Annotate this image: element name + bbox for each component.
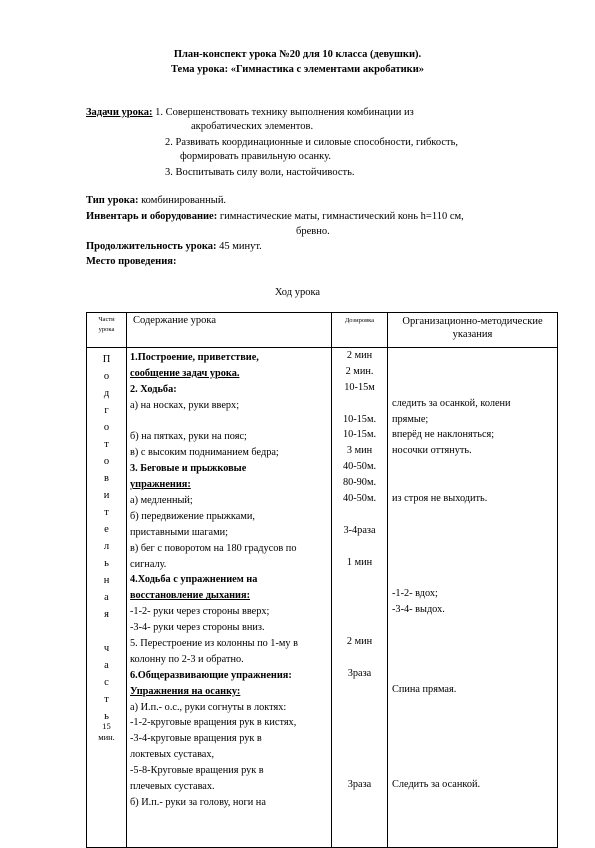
part-letter: е — [104, 524, 109, 535]
note-line — [388, 666, 557, 682]
equipment-value-2: бревно. — [296, 226, 330, 237]
dose-line: 2 мин — [346, 350, 373, 361]
dose-line: 40-50м. — [342, 493, 377, 505]
header-notes — [388, 313, 558, 348]
lesson-topic: Тема урока: «Гимнастика с элементами акробатики» — [170, 64, 425, 75]
dose-line: 1 мин — [346, 556, 373, 568]
dose-line — [332, 761, 387, 777]
dose-line — [332, 713, 387, 729]
note-line: Спина прямая. — [392, 683, 457, 695]
content-line: б) передвижение прыжками, — [130, 510, 255, 522]
dose-line: 3 мин — [346, 445, 373, 457]
dose-line — [332, 745, 387, 761]
content-line: 5. Перестроение из колонны по 1-му в — [130, 638, 298, 650]
dose-line — [332, 586, 387, 602]
part-duration-unit: мин. — [98, 732, 115, 742]
part-letter — [87, 623, 126, 640]
dose-line — [332, 396, 387, 412]
content-line: Упражнения на осанку: — [130, 685, 241, 697]
part-duration-value: 15 — [102, 721, 111, 731]
content-line: -5-8-Круговые вращения рук в — [130, 765, 264, 777]
equipment-value: гимнастические маты, гимнастический конь h=110 см, — [217, 211, 464, 222]
note-line — [388, 761, 557, 777]
content-line: приставными шагами; — [130, 526, 229, 538]
tasks-label: Задачи урока: — [86, 107, 153, 118]
header-notes-line1: Организационно-методические — [402, 316, 543, 327]
note-line — [388, 729, 557, 745]
task-3: 3. Воспитывать силу воли, настойчивость. — [165, 167, 355, 178]
part-letter: в — [104, 473, 109, 484]
equipment — [86, 210, 464, 223]
header-notes-line2: указания — [452, 329, 493, 340]
note-line — [388, 459, 557, 475]
note-line: носочки оттянуть. — [392, 445, 472, 457]
note-line — [388, 634, 557, 650]
note-line: прямые; — [392, 413, 429, 425]
note-line: из строя не выходить. — [392, 493, 488, 505]
dose-line — [332, 650, 387, 666]
note-line — [388, 698, 557, 714]
note-line — [388, 745, 557, 761]
course-title: Ход урока — [274, 287, 321, 298]
header-dose: Дозировка — [332, 313, 388, 348]
note-line — [388, 507, 557, 523]
dose-line: 10-15м — [344, 381, 375, 393]
duration-value: 45 минут. — [216, 241, 262, 252]
part-letter: ч — [103, 643, 110, 654]
duration-label: Продолжительность урока: — [86, 241, 217, 252]
tasks-line-1 — [86, 106, 414, 119]
dose-line: 3раза — [347, 779, 372, 791]
dose-line — [332, 539, 387, 555]
note-line — [388, 793, 557, 809]
task-2b: формировать правильную осанку. — [180, 151, 331, 162]
content-line: 1.Построение, приветствие, — [130, 352, 259, 363]
note-line — [388, 618, 557, 634]
part-letter: и — [103, 490, 110, 501]
dose-line — [332, 570, 387, 586]
parts-cell — [87, 348, 127, 848]
header-parts-line2: урока — [98, 326, 115, 333]
note-line: следить за осанкой, колени — [392, 397, 511, 409]
part-letter: П — [102, 354, 111, 365]
equipment-label: Инвентарь и оборудование: — [86, 211, 218, 222]
dose-line — [332, 729, 387, 745]
dose-line — [332, 698, 387, 714]
note-line — [388, 713, 557, 729]
dose-line — [332, 682, 387, 698]
part-name-vertical — [87, 348, 126, 725]
dose-line: 3раза — [347, 667, 372, 679]
content-line: -1-2- руки через стороны вверх; — [130, 606, 270, 618]
content-line: -3-4- руки через стороны вниз. — [130, 622, 265, 634]
dose-line: 40-50м. — [342, 461, 377, 473]
table-row — [87, 348, 558, 848]
lesson-type-label: Тип урока: — [86, 195, 139, 206]
content-line: в) с высоким подниманием бедра; — [130, 447, 279, 459]
content-line: б) на пятках, руки на пояс; — [130, 431, 247, 443]
part-letter: а — [104, 592, 109, 603]
part-letter: с — [104, 677, 109, 688]
content-cell — [127, 348, 332, 848]
dose-line: 2 мин. — [345, 365, 374, 377]
note-line — [388, 475, 557, 491]
lesson-duration — [86, 240, 262, 253]
place-label: Место проведения: — [86, 256, 177, 267]
content-line: а) медленный; — [130, 495, 193, 507]
part-letter: о — [103, 422, 110, 433]
part-letter: т — [104, 439, 109, 450]
lesson-plan-table — [86, 312, 558, 848]
task-2a: 2. Развивать координационные и силовые способности, гибкость, — [165, 137, 459, 148]
lesson-type-value: комбинированный. — [138, 195, 227, 206]
dose-line: 80-90м. — [342, 477, 377, 489]
header-parts-line1: Части — [98, 316, 115, 323]
content-line: упражнения: — [130, 479, 191, 491]
lesson-type — [86, 194, 226, 207]
task-1a: 1. Совершенствовать технику выполнения комбинации из — [152, 107, 414, 118]
part-letter: н — [103, 575, 110, 586]
content-line: восстановление дыхания: — [130, 590, 250, 602]
note-line: Следить за осанкой. — [392, 779, 481, 791]
note-line — [388, 650, 557, 666]
dose-line — [332, 793, 387, 809]
content-line: б) И.п.- руки за голову, ноги на — [130, 796, 266, 808]
part-letter: о — [103, 371, 110, 382]
part-letter: я — [104, 609, 109, 620]
note-line — [388, 555, 557, 571]
part-letter: т — [104, 694, 109, 705]
note-line: вперёд не наклоняться; — [392, 429, 495, 441]
content-line: 3. Беговые и прыжковые — [130, 463, 247, 475]
dose-line — [332, 618, 387, 634]
dose-line: 10-15м. — [342, 413, 377, 425]
content-line: колонну по 2-3 и обратно. — [130, 653, 244, 665]
content-line: локтевых суставах, — [130, 749, 215, 761]
dose-line — [332, 507, 387, 523]
dose-line: 3-4раза — [343, 524, 376, 536]
note-line: -3-4- выдох. — [392, 604, 445, 616]
note-line — [388, 523, 557, 539]
notes-cell — [388, 348, 558, 848]
content-line: сигналу. — [130, 558, 167, 570]
note-line — [388, 380, 557, 396]
part-letter: о — [103, 456, 110, 467]
part-letter: ь — [104, 711, 109, 722]
note-line — [388, 539, 557, 555]
content-line: 2. Ходьба: — [130, 383, 177, 395]
plan-title: План-конспект урока №20 для 10 класса (девушки). — [173, 49, 422, 60]
note-line — [388, 348, 557, 364]
content-line: 4.Ходьба с упражнением на — [130, 574, 258, 586]
dose-line: 2 мин — [346, 636, 373, 648]
table-header-row — [87, 313, 558, 348]
header-parts — [87, 313, 127, 348]
task-1b: акробатических элементов. — [191, 121, 314, 132]
part-letter: д — [103, 388, 110, 399]
content-line: в) бег с поворотом на 180 градусов по — [130, 542, 297, 554]
content-line: а) на носках, руки вверх; — [130, 399, 240, 411]
content-line: сообщение задач урока. — [130, 367, 240, 379]
content-line: -1-2-круговые вращения рук в кистях, — [130, 717, 297, 729]
part-letter: т — [104, 507, 109, 518]
content-line: а) И.п.- о.с., руки согнуты в локтях: — [130, 701, 287, 713]
part-duration — [87, 721, 126, 743]
dose-line: 10-15м. — [342, 429, 377, 441]
part-letter: г — [104, 405, 109, 416]
note-line — [388, 364, 557, 380]
content-line: -3-4-круговые вращения рук в — [130, 733, 262, 745]
content-line: 6.Общеразвивающие упражнения: — [130, 669, 292, 681]
content-line: плечевых суставах. — [130, 781, 215, 793]
part-letter: ь — [104, 558, 109, 569]
note-line — [388, 570, 557, 586]
content-line — [130, 414, 329, 430]
header-content: Содержание урока — [127, 313, 332, 348]
note-line: -1-2- вдох; — [392, 588, 438, 600]
dose-cell — [332, 348, 388, 848]
part-letter: л — [103, 541, 110, 552]
dose-line — [332, 602, 387, 618]
part-letter: а — [104, 660, 109, 671]
